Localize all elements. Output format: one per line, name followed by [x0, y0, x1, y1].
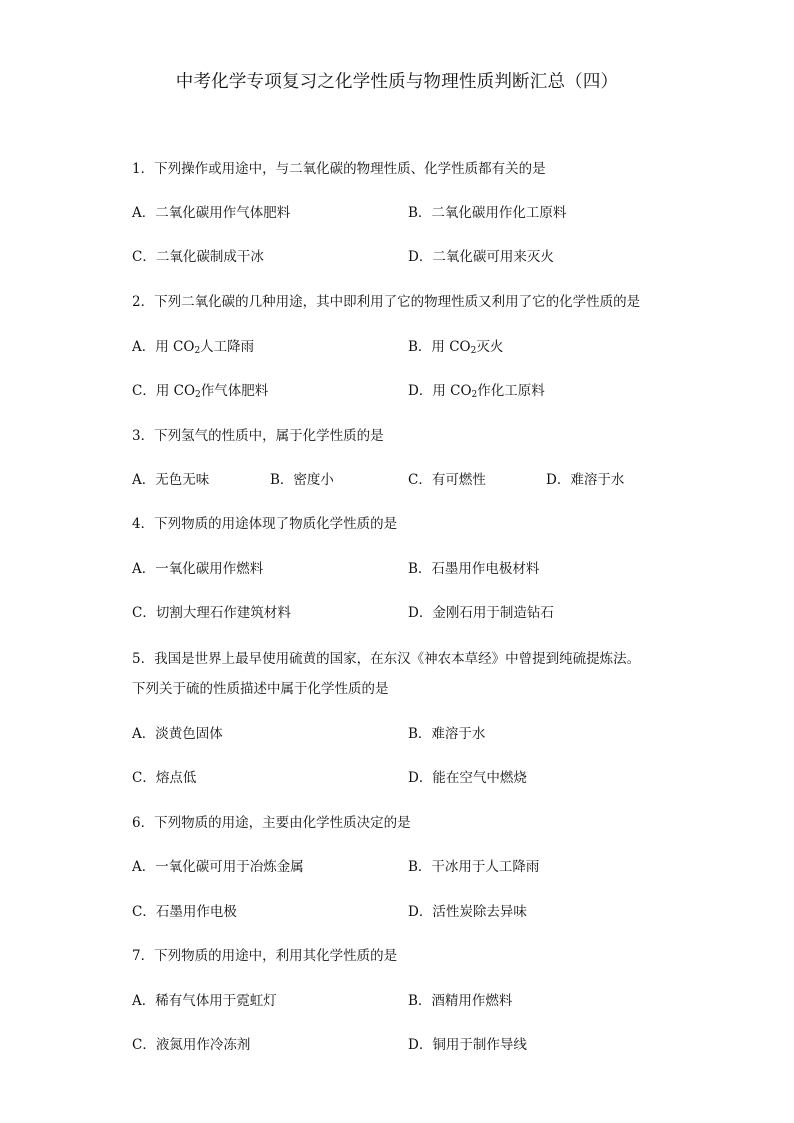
question-1-option-b: B．二氧化碳用作化工原料 — [408, 205, 567, 221]
question-6-stem: 6．下列物质的用途，主要由化学性质决定的是 — [132, 815, 411, 831]
question-6-option-b: B．干冰用于人工降雨 — [408, 859, 540, 875]
question-4-stem: 4．下列物质的用途体现了物质化学性质的是 — [132, 516, 398, 532]
question-1-option-a: A．二氧化碳用作气体肥料 — [132, 205, 291, 221]
question-2-stem: 2．下列二氧化碳的几种用途，其中即利用了它的物理性质又利用了它的化学性质的是 — [132, 294, 641, 310]
question-4-option-b: B．石墨用作电极材料 — [408, 561, 540, 577]
question-3-option-c: C．有可燃性 — [408, 472, 486, 488]
question-5-option-d: D．能在空气中燃烧 — [408, 770, 527, 786]
question-7-option-c: C．液氮用作冷冻剂 — [132, 1037, 251, 1053]
question-3-option-b: B．密度小 — [270, 472, 334, 488]
question-1-option-d: D．二氧化碳可用来灭火 — [408, 249, 554, 265]
question-1-option-c: C．二氧化碳制成干冰 — [132, 249, 264, 265]
question-6-option-c: C．石墨用作电极 — [132, 904, 237, 920]
question-7-stem: 7．下列物质的用途中，利用其化学性质的是 — [132, 948, 398, 964]
question-5-stem-continued: 下列关于硫的性质描述中属于化学性质的是 — [132, 681, 389, 697]
question-7-option-b: B．酒精用作燃料 — [408, 993, 513, 1009]
question-5-option-c: C．熔点低 — [132, 770, 197, 786]
question-2-option-b: B．用 $CO_2$灭火 — [408, 339, 504, 356]
question-5-option-b: B．难溶于水 — [408, 726, 486, 742]
question-7-option-a: A．稀有气体用于霓虹灯 — [132, 993, 277, 1009]
question-6-option-d: D．活性炭除去异味 — [408, 904, 527, 920]
question-7-option-d: D．铜用于制作导线 — [408, 1037, 527, 1053]
question-4-option-d: D．金刚石用于制造钻石 — [408, 605, 554, 621]
question-5-option-a: A．淡黄色固体 — [132, 726, 223, 742]
question-2-option-d: D．用 $CO_2$作化工原料 — [408, 383, 545, 400]
question-3-stem: 3．下列氢气的性质中，属于化学性质的是 — [132, 428, 384, 444]
question-3-option-d: D．难溶于水 — [546, 472, 625, 488]
question-4-option-a: A．一氧化碳用作燃料 — [132, 561, 264, 577]
question-6-option-a: A．一氧化碳可用于冶炼金属 — [132, 859, 304, 875]
question-5-stem: 5．我国是世界上最早使用硫黄的国家，在东汉《神农本草经》中曾提到纯硫提炼法。 — [132, 651, 641, 667]
question-4-option-c: C．切割大理石作建筑材料 — [132, 605, 291, 621]
page-title: 中考化学专项复习之化学性质与物理性质判断汇总（四） — [175, 72, 619, 92]
question-1-stem: 1．下列操作或用途中，与二氧化碳的物理性质、化学性质都有关的是 — [132, 161, 546, 177]
question-3-option-a: A．无色无味 — [132, 472, 210, 488]
question-2-option-a: A．用 $CO_2$人工降雨 — [132, 339, 255, 356]
question-2-option-c: C．用 $CO_2$作气体肥料 — [132, 383, 269, 400]
